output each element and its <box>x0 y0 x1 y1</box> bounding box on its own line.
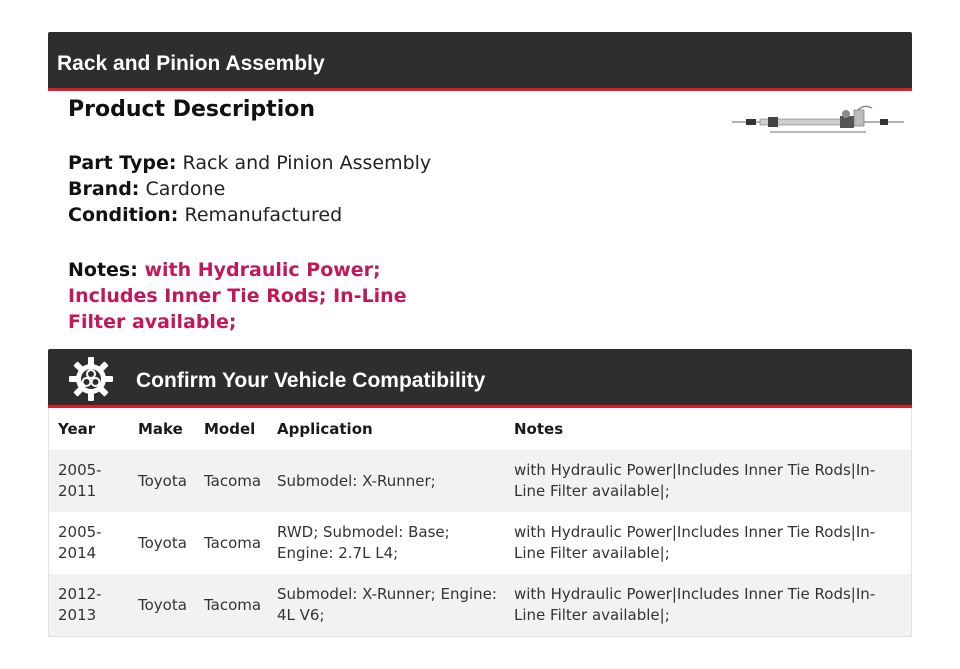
cell-year: 2005-2011 <box>49 450 129 512</box>
spec-brand-value: Cardone <box>145 178 226 200</box>
cell-make: Toyota <box>129 512 195 574</box>
rack-and-pinion-image <box>730 104 906 138</box>
cell-notes: with Hydraulic Power|Includes Inner Tie Rods|In-Line Filter available|; <box>505 450 911 512</box>
compatibility-table <box>48 408 912 637</box>
spec-condition <box>68 204 342 226</box>
compatibility-section-title: Confirm Your Vehicle Compatibility <box>136 369 486 392</box>
spec-brand <box>68 178 225 200</box>
product-section-title: Rack and Pinion Assembly <box>57 52 325 75</box>
cell-notes: with Hydraulic Power|Includes Inner Tie Rods|In-Line Filter available|; <box>505 512 911 574</box>
cell-notes: with Hydraulic Power|Includes Inner Tie Rods|In-Line Filter available|; <box>505 574 911 636</box>
cell-application: Submodel: X-Runner; Engine: 4L V6; <box>268 574 505 636</box>
table-header-row <box>49 408 911 450</box>
gear-icon <box>68 356 114 402</box>
cell-model: Tacoma <box>195 512 268 574</box>
cell-year: 2012-2013 <box>49 574 129 636</box>
cell-model: Tacoma <box>195 574 268 636</box>
column-header-notes: Notes <box>514 420 564 438</box>
notes-value: with Hydraulic Power; Includes Inner Tie Rods; In-Line Filter available; <box>68 259 407 333</box>
spec-condition-label: Condition: <box>68 204 179 226</box>
product-header-bar <box>48 32 912 91</box>
cell-application: RWD; Submodel: Base; Engine: 2.7L L4; <box>268 512 505 574</box>
notes-label: Notes: <box>68 259 138 281</box>
product-description-heading: Product Description <box>68 97 316 122</box>
compatibility-header-bar <box>48 349 912 408</box>
table-row <box>49 450 911 512</box>
column-header-year: Year <box>58 420 96 438</box>
spec-part-type <box>68 152 431 174</box>
table-row <box>49 574 911 636</box>
product-notes <box>68 257 448 335</box>
table-row <box>49 512 911 574</box>
cell-year: 2005-2014 <box>49 512 129 574</box>
spec-condition-value: Remanufactured <box>184 204 343 226</box>
column-header-application: Application <box>277 420 373 438</box>
cell-make: Toyota <box>129 574 195 636</box>
spec-part-type-label: Part Type: <box>68 152 177 174</box>
column-header-model: Model <box>204 420 256 438</box>
spec-part-type-value: Rack and Pinion Assembly <box>182 152 432 174</box>
cell-model: Tacoma <box>195 450 268 512</box>
spec-brand-label: Brand: <box>68 178 140 200</box>
column-header-make: Make <box>138 420 183 438</box>
cell-make: Toyota <box>129 450 195 512</box>
cell-application: Submodel: X-Runner; <box>268 450 505 512</box>
